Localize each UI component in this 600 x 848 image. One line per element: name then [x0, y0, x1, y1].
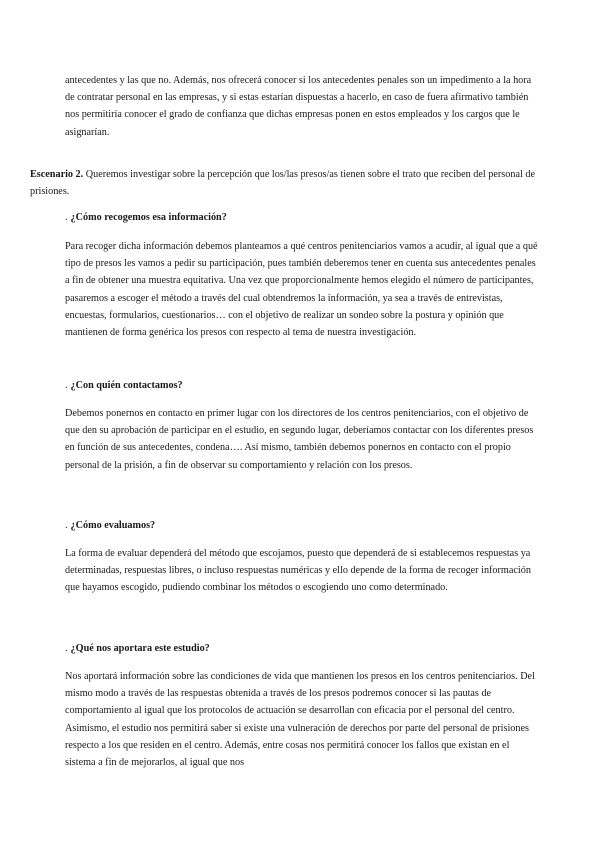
section-heading-recogemos	[65, 212, 227, 223]
section-heading-evaluamos	[65, 520, 155, 531]
intro-paragraph: antecedentes y las que no. Además, nos ofrecerá conocer si los antecedentes penales son un impedimento a la hora de contratar personal en las empresas, y si estas estarían dispuestas a hacerlo, en caso de fuera afirmativo también nos permitiría conocer el grado de confianza que dichas empresas ponen en estos empleados y los cargos que le asignarían.	[65, 75, 532, 138]
section-heading-contactamos	[65, 380, 183, 391]
heading-bullet: .	[65, 212, 68, 223]
section-body-contactamos: Debemos ponernos en contacto en primer lugar con los directores de los centros penitenciarios, con el objetivo de que den su aprobación de participar en el estudio, en segundo lugar, deberíamos contactar con los diferentes presos en función de sus antecedentes, condena…. Así mismo, también debemos ponernos en contacto con el propio personal de la prisión, a fin de observar su comportamiento y relación con los presos.	[65, 408, 534, 471]
heading-bullet: .	[65, 643, 68, 654]
heading-text: ¿Qué nos aportara este estudio?	[70, 643, 210, 654]
heading-bullet: .	[65, 520, 68, 531]
section-body-recogemos: Para recoger dicha información debemos planteamos a qué centros penitenciarios vamos a acudir, al igual que a qué tipo de presos les vamos a pedir su participación, pues también deberemos tener en cuenta sus antecedentes penales a fin de obtener una muestra equitativa. Una vez que proporcionalmente hemos elegido el número de participantes, pasaremos a escoger el método a través del cual obtendremos la información, ya sea a través de entrevistas, encuestas, formularios, cuestionarios… con el objetivo de realizar un sondeo sobre la postura y opinión que mantienen de forma genérica los presos con respecto al tema de nuestra investigación.	[65, 241, 538, 339]
section-heading-aportara	[65, 643, 210, 654]
scenario-paragraph	[30, 166, 570, 200]
scenario-label: Escenario 2.	[30, 169, 84, 180]
heading-text: ¿Cómo evaluamos?	[70, 520, 156, 531]
scenario-text: Queremos investigar sobre la percepción que los/las presos/as tienen sobre el trato que reciben del personal de prisiones.	[30, 169, 535, 198]
heading-bullet: .	[65, 380, 68, 391]
section-body-evaluamos: La forma de evaluar dependerá del método que escojamos, puesto que dependerá de si establecemos respuestas ya determinadas, respuestas libres, o incluso respuestas numéricas y ello depende de la forma de recoger información que hayamos escogido, pudiendo combinar los métodos o escogiendo uno como determinado.	[65, 548, 531, 594]
section-body-aportara: Nos aportará información sobre las condiciones de vida que mantienen los presos en los centros penitenciarios. Del mismo modo a través de las respuestas obtenida a través de los presos podremos conocer si las pautas de comportamiento al igual que los protocolos de actuación se desarrollan con eficacia por el personal del centro. Asimismo, el estudio nos permitirá saber si existe una vulneración de derechos por parte del personal de prisiones respecto a los que residen en el centro. Además, entre cosas nos permitirá conocer los fallos que existan en el sistema a fin de mejorarlos, al igual que nos	[65, 671, 535, 769]
heading-text: ¿Cómo recogemos esa información?	[70, 212, 227, 223]
heading-text: ¿Con quién contactamos?	[70, 380, 183, 391]
